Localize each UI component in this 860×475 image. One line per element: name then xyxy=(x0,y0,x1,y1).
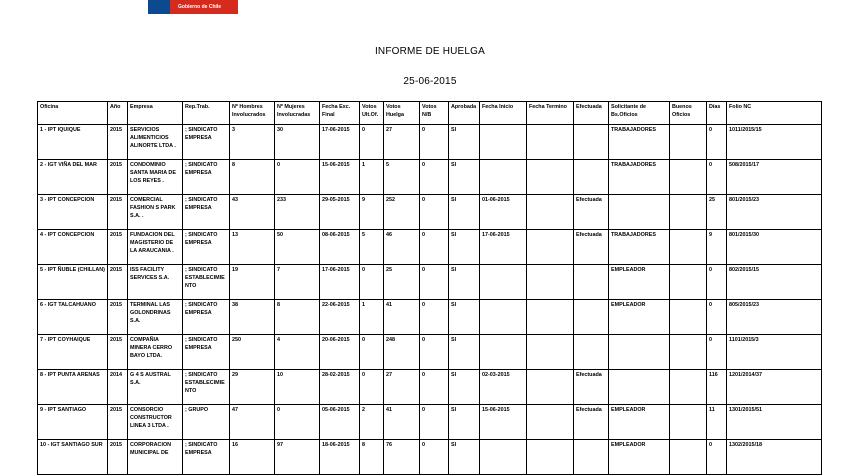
table-cell: 1301/2015/51 xyxy=(727,405,822,440)
table-cell xyxy=(574,125,609,160)
table-cell: 97 xyxy=(275,440,320,475)
table-cell: ; GRUPO xyxy=(183,405,230,440)
table-cell: 1302/2015/18 xyxy=(727,440,822,475)
column-header: Votos Ult.Of. xyxy=(360,102,384,125)
table-cell: 0 xyxy=(420,265,449,300)
column-header: Fecha Termino xyxy=(527,102,574,125)
table-cell: TRABAJADORES xyxy=(609,160,670,195)
table-cell: CONSORCIO CONSTRUCTOR LINEA 3 LTDA . xyxy=(128,405,183,440)
table-cell xyxy=(480,335,527,370)
table-cell: ; SINDICATO EMPRESA xyxy=(183,300,230,335)
table-cell: 16 xyxy=(230,440,275,475)
table-cell: 25 xyxy=(707,195,727,230)
table-cell: 0 xyxy=(420,160,449,195)
table-cell: 2014 xyxy=(108,370,128,405)
report-title: INFORME DE HUELGA xyxy=(374,46,486,57)
table-cell: Efectuada xyxy=(574,230,609,265)
table-cell xyxy=(480,300,527,335)
table-cell: 4 - IPT CONCEPCION xyxy=(38,230,108,265)
table-cell: ; SINDICATO EMPRESA xyxy=(183,125,230,160)
gobierno-logo xyxy=(148,0,238,14)
table-cell xyxy=(670,300,707,335)
table-cell: SI xyxy=(449,370,480,405)
table-cell: 46 xyxy=(384,230,420,265)
table-row xyxy=(38,440,822,475)
table-row xyxy=(38,300,822,335)
table-cell: 28-02-2015 xyxy=(320,370,360,405)
table-cell: 1201/2014/37 xyxy=(727,370,822,405)
table-cell xyxy=(527,265,574,300)
strike-report-table xyxy=(37,101,822,475)
table-cell: SI xyxy=(449,230,480,265)
table-cell: 18-06-2015 xyxy=(320,440,360,475)
table-cell: G 4 S AUSTRAL S.A. xyxy=(128,370,183,405)
table-cell: 2015 xyxy=(108,230,128,265)
table-cell: ; SINDICATO EMPRESA xyxy=(183,335,230,370)
table-cell xyxy=(670,230,707,265)
table-cell: 17-06-2015 xyxy=(320,265,360,300)
table-header-row xyxy=(38,102,822,125)
table-cell: 01-06-2015 xyxy=(480,195,527,230)
column-header: Fecha Inicio xyxy=(480,102,527,125)
table-cell: 13 xyxy=(230,230,275,265)
table-cell: EMPLEADOR xyxy=(609,405,670,440)
table-cell xyxy=(670,125,707,160)
table-cell: 801/2015/23 xyxy=(727,195,822,230)
table-cell: 0 xyxy=(360,125,384,160)
column-header: Rep.Trab. xyxy=(183,102,230,125)
table-cell: SI xyxy=(449,335,480,370)
table-cell: 508/2015/17 xyxy=(727,160,822,195)
table-cell: 5 - IPT ÑUBLE (CHILLAN) xyxy=(38,265,108,300)
table-cell: 802/2015/15 xyxy=(727,265,822,300)
table-cell: 6 - IGT TALCAHUANO xyxy=(38,300,108,335)
table-cell: 0 xyxy=(707,125,727,160)
table-cell: 2015 xyxy=(108,335,128,370)
table-cell xyxy=(670,405,707,440)
table-cell: 17-06-2015 xyxy=(320,125,360,160)
table-cell: Efectuada xyxy=(574,370,609,405)
table-cell xyxy=(574,160,609,195)
table-cell: CONDOMINIO SANTA MARIA DE LOS REYES . xyxy=(128,160,183,195)
column-header: Efectuada xyxy=(574,102,609,125)
table-cell: 2015 xyxy=(108,300,128,335)
table-row xyxy=(38,125,822,160)
table-cell: 1 xyxy=(360,300,384,335)
table-row xyxy=(38,195,822,230)
table-cell: 0 xyxy=(360,370,384,405)
table-cell: 5 xyxy=(384,160,420,195)
table-row xyxy=(38,265,822,300)
table-cell: 4 xyxy=(275,335,320,370)
table-cell: 2015 xyxy=(108,265,128,300)
table-cell: 0 xyxy=(707,440,727,475)
column-header: Votos Huelga xyxy=(384,102,420,125)
table-cell: 0 xyxy=(420,440,449,475)
table-cell: 0 xyxy=(707,160,727,195)
table-cell xyxy=(480,440,527,475)
table-cell: TERMINAL LAS GOLONDRINAS S.A. xyxy=(128,300,183,335)
table-cell: 19 xyxy=(230,265,275,300)
table-cell: 02-03-2015 xyxy=(480,370,527,405)
logo-blue-block xyxy=(148,0,170,14)
table-cell: 7 xyxy=(275,265,320,300)
table-cell: 2015 xyxy=(108,440,128,475)
table-cell: 3 xyxy=(230,125,275,160)
table-cell xyxy=(609,335,670,370)
table-cell: 248 xyxy=(384,335,420,370)
table-cell: 38 xyxy=(230,300,275,335)
table-cell: COMPAÑIA MINERA CERRO BAYO LTDA. xyxy=(128,335,183,370)
table-cell: 9 xyxy=(707,230,727,265)
table-cell: 27 xyxy=(384,125,420,160)
table-cell: 116 xyxy=(707,370,727,405)
table-row xyxy=(38,405,822,440)
table-cell: 250 xyxy=(230,335,275,370)
table-cell: 8 xyxy=(275,300,320,335)
table-cell: 2015 xyxy=(108,160,128,195)
table-cell: SI xyxy=(449,300,480,335)
table-cell: 15-06-2015 xyxy=(320,160,360,195)
column-header: Nº Hombres Involucrados xyxy=(230,102,275,125)
table-cell: COMERCIAL FASHION S PARK S.A. . xyxy=(128,195,183,230)
table-cell: 0 xyxy=(420,405,449,440)
report-date: 25-06-2015 xyxy=(403,76,457,87)
table-cell: 10 xyxy=(275,370,320,405)
column-header: Folio NC xyxy=(727,102,822,125)
table-cell: 0 xyxy=(360,265,384,300)
table-cell: SI xyxy=(449,440,480,475)
table-cell: 30 xyxy=(275,125,320,160)
table-cell: 22-06-2015 xyxy=(320,300,360,335)
table-cell: 805/2015/23 xyxy=(727,300,822,335)
table-cell: 0 xyxy=(707,335,727,370)
table-cell: 8 xyxy=(360,440,384,475)
table-cell: 2 xyxy=(360,405,384,440)
table-cell: 0 xyxy=(275,405,320,440)
table-cell: ; SINDICATO EMPRESA xyxy=(183,160,230,195)
table-cell: 41 xyxy=(384,300,420,335)
table-cell: EMPLEADOR xyxy=(609,300,670,335)
table-cell: 2 - IGT VIÑA DEL MAR xyxy=(38,160,108,195)
table-cell: ; SINDICATO EMPRESA xyxy=(183,195,230,230)
table-cell: SI xyxy=(449,160,480,195)
table-cell: 41 xyxy=(384,405,420,440)
table-cell: EMPLEADOR xyxy=(609,265,670,300)
column-header: Fecha Exc. Final xyxy=(320,102,360,125)
column-header: Aprobada xyxy=(449,102,480,125)
table-cell xyxy=(609,195,670,230)
table-cell xyxy=(574,440,609,475)
table-cell: 8 xyxy=(230,160,275,195)
table-cell: 27 xyxy=(384,370,420,405)
table-cell: 5 xyxy=(360,230,384,265)
table-cell: 0 xyxy=(420,335,449,370)
table-cell: TRABAJADORES xyxy=(609,125,670,160)
table-cell: ; SINDICATO EMPRESA xyxy=(183,230,230,265)
table-cell: 0 xyxy=(707,300,727,335)
table-cell: 0 xyxy=(420,370,449,405)
table-cell: Efectuada xyxy=(574,195,609,230)
column-header: Solicitante de Bs.Oficios xyxy=(609,102,670,125)
table-cell: 0 xyxy=(360,335,384,370)
table-cell: 3 - IPT CONCEPCION xyxy=(38,195,108,230)
table-cell: 801/2015/30 xyxy=(727,230,822,265)
table-cell: CORPORACION MUNICIPAL DE xyxy=(128,440,183,475)
table-cell: 43 xyxy=(230,195,275,230)
table-cell xyxy=(527,125,574,160)
column-header: Año xyxy=(108,102,128,125)
table-cell: 10 - IGT SANTIAGO SUR xyxy=(38,440,108,475)
table-cell: 1011/2015/15 xyxy=(727,125,822,160)
table-cell: 05-06-2015 xyxy=(320,405,360,440)
table-cell xyxy=(670,370,707,405)
table-cell: 9 - IPT SANTIAGO xyxy=(38,405,108,440)
logo-red-block xyxy=(170,0,238,14)
table-cell: 15-06-2015 xyxy=(480,405,527,440)
table-cell xyxy=(670,195,707,230)
table-cell: 1101/2015/3 xyxy=(727,335,822,370)
table-cell: 20-06-2015 xyxy=(320,335,360,370)
table-row xyxy=(38,160,822,195)
table-cell xyxy=(670,160,707,195)
table-cell: EMPLEADOR xyxy=(609,440,670,475)
table-cell: ; SINDICATO ESTABLECIMIENTO xyxy=(183,265,230,300)
table-cell xyxy=(527,195,574,230)
table-cell: 252 xyxy=(384,195,420,230)
table-cell xyxy=(527,440,574,475)
table-cell: 0 xyxy=(420,300,449,335)
table-cell xyxy=(609,370,670,405)
table-cell: 08-06-2015 xyxy=(320,230,360,265)
table-cell xyxy=(480,125,527,160)
table-cell: 0 xyxy=(275,160,320,195)
table-cell xyxy=(527,300,574,335)
table-cell: SI xyxy=(449,195,480,230)
table-cell: SI xyxy=(449,125,480,160)
table-cell xyxy=(527,370,574,405)
table-cell: 2015 xyxy=(108,405,128,440)
table-cell: SERVICIOS ALIMENTICIOS ALINORTE LTDA . xyxy=(128,125,183,160)
table-cell: SI xyxy=(449,265,480,300)
table-cell: 0 xyxy=(707,265,727,300)
column-header: Nº Mujeres Involucradas xyxy=(275,102,320,125)
table-cell: 1 xyxy=(360,160,384,195)
column-header: Votos N/B xyxy=(420,102,449,125)
table-cell xyxy=(574,265,609,300)
table-cell: 8 - IPT PUNTA ARENAS xyxy=(38,370,108,405)
table-cell: 233 xyxy=(275,195,320,230)
table-cell xyxy=(527,230,574,265)
table-cell xyxy=(480,265,527,300)
table-row xyxy=(38,335,822,370)
table-cell: ; SINDICATO EMPRESA xyxy=(183,440,230,475)
table-cell: TRABAJADORES xyxy=(609,230,670,265)
table-cell: 25 xyxy=(384,265,420,300)
table-cell xyxy=(527,160,574,195)
table-cell: 76 xyxy=(384,440,420,475)
table-cell: 17-06-2015 xyxy=(480,230,527,265)
table-cell: 47 xyxy=(230,405,275,440)
table-cell xyxy=(574,300,609,335)
table-cell xyxy=(574,335,609,370)
table-row xyxy=(38,230,822,265)
table-cell: 9 xyxy=(360,195,384,230)
column-header: Empresa xyxy=(128,102,183,125)
table-cell: 29-05-2015 xyxy=(320,195,360,230)
table-cell: FUNDACION DEL MAGISTERIO DE LA ARAUCANIA . xyxy=(128,230,183,265)
table-cell xyxy=(527,335,574,370)
table-cell xyxy=(670,440,707,475)
table-cell xyxy=(527,405,574,440)
table-cell: 0 xyxy=(420,195,449,230)
table-cell: 1 - IPT IQUIQUE xyxy=(38,125,108,160)
table-cell: 7 - IPT COYHAIQUE xyxy=(38,335,108,370)
table-row xyxy=(38,370,822,405)
table-cell: 0 xyxy=(420,230,449,265)
logo-text: Gobierno de Chile xyxy=(178,4,222,10)
table-cell: 2015 xyxy=(108,195,128,230)
table-cell: ISS FACILITY SERVICES S.A. xyxy=(128,265,183,300)
table-cell: Efectuada xyxy=(574,405,609,440)
table-cell: 0 xyxy=(420,125,449,160)
table-cell: 2015 xyxy=(108,125,128,160)
table-cell: 11 xyxy=(707,405,727,440)
table-cell: ; SINDICATO ESTABLECIMIENTO xyxy=(183,370,230,405)
table-cell: 50 xyxy=(275,230,320,265)
table-cell xyxy=(670,265,707,300)
column-header: Días xyxy=(707,102,727,125)
column-header: Oficina xyxy=(38,102,108,125)
table-cell: SI xyxy=(449,405,480,440)
table-cell: 29 xyxy=(230,370,275,405)
column-header: Buenos Oficios xyxy=(670,102,707,125)
table-cell xyxy=(480,160,527,195)
table-cell xyxy=(670,335,707,370)
